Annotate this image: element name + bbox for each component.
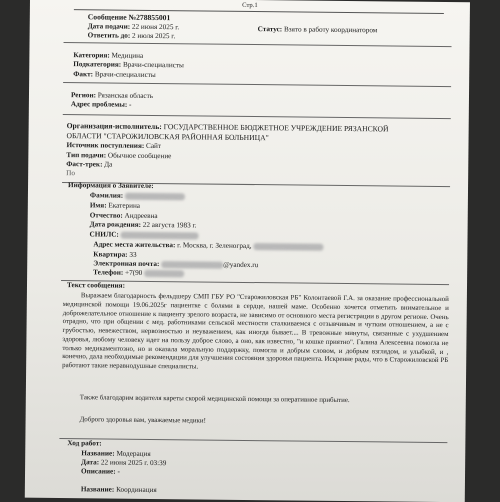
- first-name-value: Екатерина: [108, 201, 141, 210]
- birthdate-label: Дата рождения:: [89, 220, 142, 229]
- redacted-surname: [125, 193, 185, 201]
- phone-label: Телефон:: [93, 268, 124, 277]
- applicant-section-title: Информация о Заявителе:: [68, 181, 154, 191]
- surname-row: [90, 191, 185, 201]
- redacted-address: [253, 243, 323, 251]
- source-row: [66, 141, 161, 151]
- birthdate-value: 22 августа 1983 г.: [142, 220, 197, 230]
- page-number: Стр.1: [242, 1, 258, 10]
- progress-section-title: Ход работ:: [67, 439, 102, 448]
- source-label: Источник поступления:: [66, 141, 145, 150]
- redacted-snils: [121, 232, 199, 240]
- residence-label: Адрес места жительства:: [93, 240, 176, 250]
- birthdate-row: [90, 220, 197, 230]
- message-paragraph-1: Выражаем благодарность фельдшеру СМП ГБУ РО "Старожиловская РБ" Колонтаевой Г.А. за оказание профессиональной медицинской помощи 19.06.2025г пациентке с болями в сердце, нашей маме. Особенно хочется отметить внимательное и доброжелательное отношение к пациенту зрелого возраста, не зависимо от основного места регистрации в другом регионе. Очень отрадно, что при общении с мед. работниками сельской местности сталкиваемся с отзывчивым и чутким отношением, а не с грубостью, невежеством, нервозностью и неуважением, как иногда бывает.... В тревожные минуты, связанные с ухудшением здоровья, любому человеку идет на пользу доброе слово, а оно, как известно, "и кошке приятно". Галина Алексеевна помогла не только медикаментозно, но и оказала моральную поддержку, помогла и добрым словом, и добрым взглядом, и улыбкой, и , конечно, дала необходимые рекомендации для улучшения состояния здоровья пациента. Искренне рады, что в Старожиловской РБ работают такие неравнодушные специалисты.: [62, 292, 449, 371]
- apartment-value: 33: [129, 250, 137, 259]
- divider: [63, 114, 451, 119]
- fasttrack-label: Фаст-трек:: [66, 160, 103, 169]
- region-label: Регион:: [70, 91, 97, 100]
- submission-type-label: Тип подачи:: [66, 151, 107, 160]
- progress-name-value: Модерация: [116, 449, 151, 458]
- org-line2: ОБЛАСТИ "СТАРОЖИЛОВСКАЯ РАЙОННАЯ БОЛЬНИЦА": [66, 131, 269, 143]
- surname-label: Фамилия:: [89, 191, 124, 200]
- problem-address-value: -: [129, 100, 132, 109]
- due-label: Ответить до:: [87, 31, 131, 40]
- progress-date-label: Дата:: [81, 458, 100, 467]
- message-paragraph-3: Доброго здоровья вам, уважаемые медики!: [79, 416, 206, 425]
- snils-row: [89, 230, 198, 240]
- due-row: [88, 31, 176, 41]
- email-value: @yandex.ru: [223, 260, 259, 270]
- progress-name-value-2: Координация: [116, 485, 157, 495]
- subcategory-value: Врачи-специалисты: [122, 60, 184, 70]
- document-page: [25, 0, 470, 502]
- fact-label: Факт:: [73, 70, 94, 79]
- email-label: Электронная почта:: [93, 259, 160, 269]
- region-value: Рязанская область: [97, 91, 154, 100]
- residence-value: г. Москва, г. Зеленоград,: [177, 241, 252, 251]
- redacted-email: [161, 261, 223, 269]
- patronymic-label: Отчество:: [89, 211, 123, 220]
- apartment-label: Квартира:: [93, 250, 128, 259]
- fact-row: [73, 70, 156, 80]
- patronymic-value: Андреевна: [124, 211, 158, 221]
- first-name-label: Имя:: [89, 201, 107, 210]
- divider: [63, 82, 451, 87]
- progress-name-label-2: Название:: [80, 485, 115, 494]
- first-name-row: [90, 201, 140, 211]
- subcategory-row: [73, 60, 184, 70]
- progress-description-row: [81, 467, 120, 476]
- status-row: [258, 25, 378, 35]
- message-number: 278855001: [136, 12, 171, 23]
- fasttrack-value: Да: [104, 160, 113, 169]
- apartment-row: [93, 250, 136, 259]
- divider: [64, 42, 452, 47]
- snils-label: СНИЛС:: [89, 230, 119, 239]
- date-label: Дата подачи:: [87, 22, 131, 31]
- status-label: Статус:: [257, 25, 283, 34]
- divider: [59, 438, 447, 443]
- phone-value: +7(90: [125, 268, 143, 277]
- fact-value: Врачи-специалисты: [94, 70, 156, 80]
- progress-name-label: Название:: [81, 449, 115, 458]
- subcategory-label: Подкатегория:: [73, 60, 122, 69]
- trailing-text: По: [66, 169, 76, 178]
- redacted-phone: [144, 270, 184, 277]
- progress-name-row-2: [81, 485, 157, 495]
- date-value: 22 июня 2025 г.: [131, 22, 180, 32]
- fasttrack-row: [66, 160, 112, 169]
- message-number-row: [88, 12, 171, 22]
- message-section-title: Текст сообщения:: [66, 281, 126, 290]
- category-value: Медицина: [111, 51, 144, 60]
- status-value: Взято в работу координатором: [283, 25, 378, 35]
- progress-description-value: -: [117, 467, 120, 476]
- problem-address-row: [71, 100, 132, 110]
- progress-date-value: 22 июня 2025 г. 03:39: [100, 458, 167, 468]
- org-line1: ГОСУДАРСТВЕННОЕ БЮДЖЕТНОЕ УЧРЕЖДЕНИЕ РЯЗАНСКОЙ: [163, 122, 389, 134]
- phone-row: [93, 268, 184, 278]
- submission-type-value: Обычное сообщение: [107, 151, 172, 161]
- problem-address-label: Адрес проблемы:: [70, 100, 128, 109]
- progress-description-label: Описание:: [81, 467, 116, 476]
- due-value: 2 июля 2025 г.: [131, 31, 176, 41]
- message-label: Сообщение №: [87, 12, 137, 22]
- org-label: Организация-исполнитель:: [66, 121, 162, 132]
- category-label: Категория:: [73, 51, 110, 60]
- source-value: Сайт: [146, 141, 162, 151]
- message-paragraph-2: Также благодарим водителя кареты скорой медицинской помощи за оперативное прибытие.: [79, 394, 350, 405]
